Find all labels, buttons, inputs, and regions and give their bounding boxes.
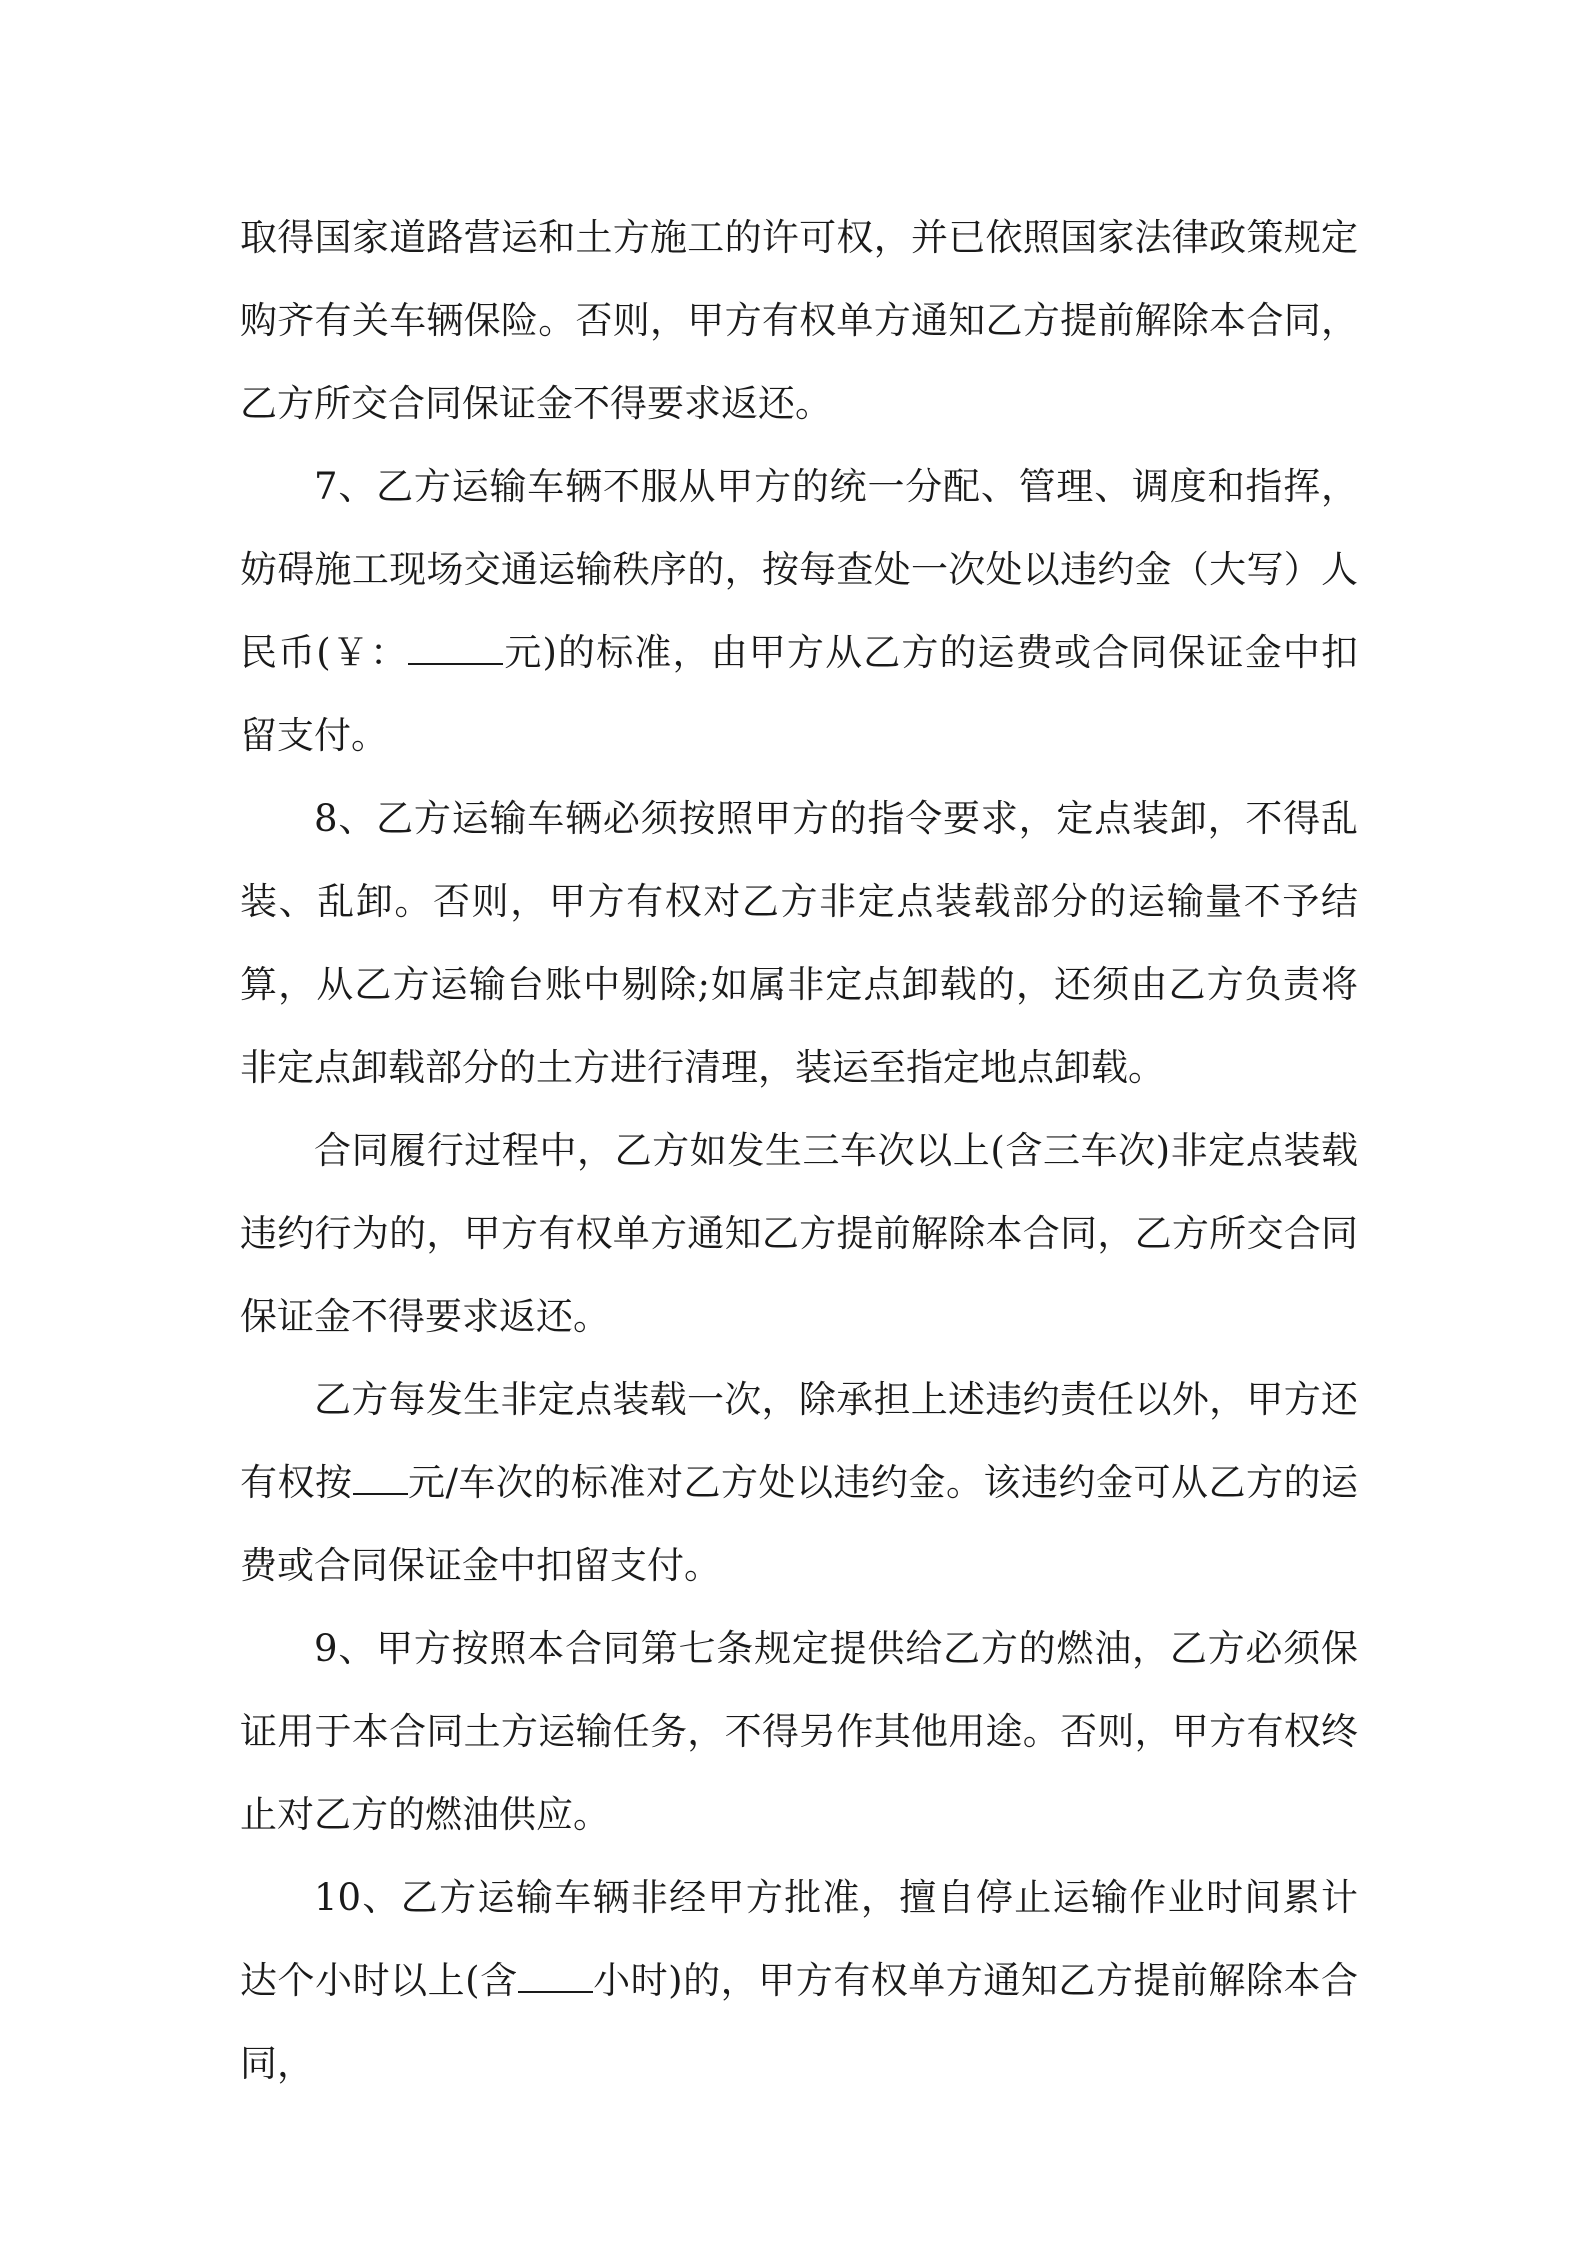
- paragraph-text: 9、甲方按照本合同第七条规定提供给乙方的燃油，乙方必须保证用于本合同土方运输任务，不得另作其他用途。否则，甲方有权终止对乙方的燃油供应。: [240, 1627, 1358, 1836]
- clause-9: [240, 1607, 1358, 1856]
- paragraph-text: 合同履行过程中，乙方如发生三车次以上(含三车次)非定点装载违约行为的，甲方有权单方通知乙方提前解除本合同，乙方所交合同保证金不得要求返还。: [240, 1129, 1358, 1338]
- clause-8-paragraph-2: [240, 1109, 1358, 1358]
- paragraph-continuation: [240, 196, 1358, 445]
- fill-in-blank: [353, 1463, 408, 1495]
- paragraph-text: 10、乙方运输车辆非经甲方批准，擅自停止运输作业时间累计达个小时以上(含: [240, 1876, 1358, 2002]
- fill-in-blank: [518, 1961, 593, 1993]
- paragraph-text: 乙方每发生非定点装载一次，除承担上述违约责任以外，甲方还有权按: [240, 1378, 1358, 1504]
- clause-7: [240, 445, 1358, 777]
- paragraph-text: 元)的标准，由甲方从乙方的运费或合同保证金中扣留支付。: [240, 631, 1358, 757]
- document-body: [240, 196, 1358, 2105]
- clause-8-paragraph-3: [240, 1358, 1358, 1607]
- paragraph-text: 小时)的，甲方有权单方通知乙方提前解除本合同，: [240, 1959, 1358, 2085]
- paragraph-text: 7、乙方运输车辆不服从甲方的统一分配、管理、调度和指挥，妨碍施工现场交通运输秩序的，按每查处一次处以违约金（大写）人民币(￥：: [240, 465, 1358, 674]
- fill-in-blank: [408, 633, 503, 665]
- clause-8: [240, 777, 1358, 1109]
- paragraph-text: 8、乙方运输车辆必须按照甲方的指令要求，定点装卸，不得乱装、乱卸。否则，甲方有权对乙方非定点装载部分的运输量不予结算，从乙方运输台账中剔除;如属非定点卸载的，还须由乙方负责将非定点卸载部分的土方进行清理，装运至指定地点卸载。: [240, 797, 1358, 1089]
- paragraph-text: 取得国家道路营运和土方施工的许可权，并已依照国家法律政策规定购齐有关车辆保险。否则，甲方有权单方通知乙方提前解除本合同，乙方所交合同保证金不得要求返还。: [240, 216, 1358, 425]
- clause-10: [240, 1856, 1358, 2105]
- paragraph-text: 元/车次的标准对乙方处以违约金。该违约金可从乙方的运费或合同保证金中扣留支付。: [240, 1461, 1359, 1587]
